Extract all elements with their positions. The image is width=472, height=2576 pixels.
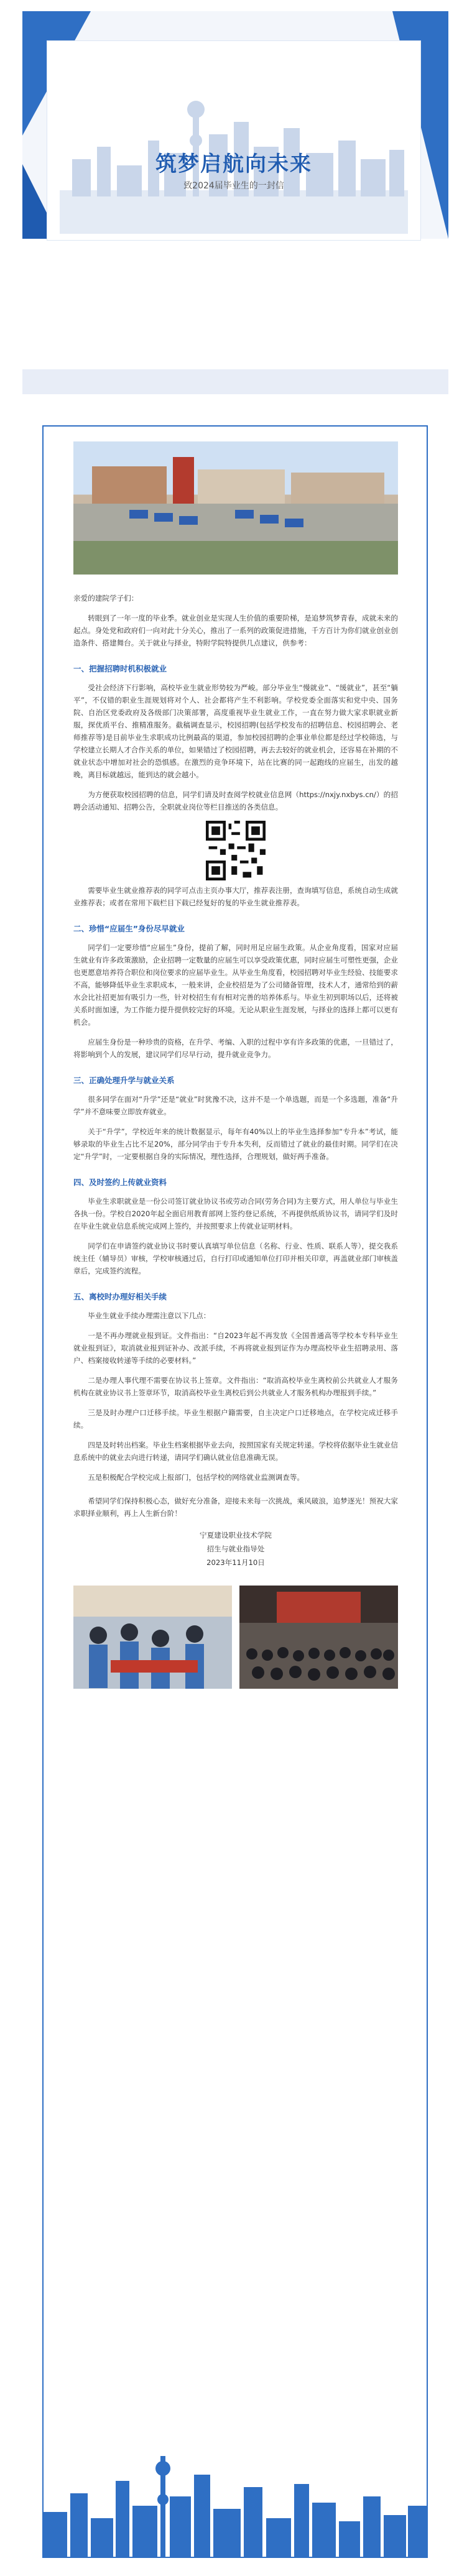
signature-school: 宁夏建设职业技术学院 — [200, 1531, 272, 1540]
signature-date: 2023年11月10日 — [206, 1558, 265, 1567]
paragraph: 很多同学在面对“升学”还是“就业”时犹豫不决，这并不是一个单选题，而是一个多选题，准备“升学”并不意味要立即放弃就业。 — [73, 1095, 398, 1116]
intro-paragraph: 转眼到了一年一度的毕业季。就业创业是实现人生价值的重要阶梯，是追梦筑梦青春，成就未来的起点。身处党和政府们一向对此十分关心，推出了一系列的政策促进措施，千方百计为你们就业创业创造条件、搭建舞台。关于就业与择业，特附学院特提供几点建议，供参考： — [73, 614, 398, 647]
paragraph: 一是不再办理就业报到证。文件指出：“自2023年起不再发放《全国普通高等学校本专科毕业生就业报到证》，取消就业报到证补办、改派手续，不再将就业报到证作为办理高校毕业生招聘录用、落户、档案接收转递等手续的必要材料。” — [73, 1331, 398, 1365]
page-title: 筑梦启航向未来 — [155, 152, 312, 177]
banner-card — [47, 41, 420, 240]
letter-body — [73, 441, 398, 1689]
page-subtitle: 致2024届毕业生的一封信 — [183, 181, 284, 191]
paragraph: 二是办理人事代理不需要在协议书上签章。文件指出：“取消高校毕业生离校前公共就业人才服务机构在就业协议书上签章环节，取消高校毕业生离校后到公共就业人才服务机构办理报到手续。” — [73, 1376, 398, 1397]
paragraph: 关于“升学”，学校近年来的统计数据显示，每年有40%以上的毕业生选择参加“专升本”考试，能够录取的毕业生占比不足20%，部分同学由于专升本失利，反而错过了就业的最佳时期。同学们在决定“升学”时，一定要根据自身的实际情况，理性选择，合理规划，做好两手准备。 — [73, 1127, 398, 1161]
greeting: 亲爱的建院学子们： — [73, 594, 139, 602]
section-heading: 一、把握招聘时机积极就业 — [73, 664, 167, 673]
qr-code-icon[interactable] — [206, 821, 266, 880]
section-heading: 二、珍惜“应届生”身份尽早就业 — [73, 924, 185, 933]
paragraph: 同学们在申请签约就业协议书时要认真填写单位信息（名称、行业、性质、联系人等），提交我系统主任（辅导员）审核，学校审核通过后，自行打印或通知单位打印并相关印章，再盖就业部门审核盖章后，完成签约流程。 — [73, 1242, 398, 1275]
signature-block — [73, 1528, 398, 1569]
paragraph: 同学们一定要珍惜“应届生”身份，提前了解，同时用足应届生政策。从企业角度看，国家对应届生就业有许多政策激励，企业招聘一定数量的应届生可以享受政策优惠，同时应届生可塑性更强，企业也更愿意培养符合职位和岗位要求的应届毕业生。从毕业生角度看，校园招聘对毕业生经验、技能要求不高，能够降低毕业生求职成本，一般来讲，企业校招是为了公司储备管理，技术人才，通常给到的薪水会比社招更加有吸引力一些，针对校招生有有相对完善的培养体系与。毕业生初到职场以后，还将被关系时面加速，为工作能力提升提供较完好的环境。无论从职业生涯发展，与择业的选择上都可以更有机会。 — [73, 943, 398, 1027]
signature-dept: 招生与就业指导处 — [206, 1544, 265, 1553]
paragraph: 五是积极配合学校完成上报部门，包括学校的网络就业监测调查等。 — [88, 1473, 305, 1482]
section-heading: 五、离校时办理好相关手续 — [73, 1292, 167, 1301]
paragraph: 三是及时办理户口迁移手续。毕业生根据户籍需要，自主决定户口迁移地点，在学校完成迁移手续。 — [73, 1408, 398, 1429]
paragraph: 需要毕业生就业推荐表的同学可点击主页办事大厅，推荐表注册，查询填写信息，系统自动生成就业推荐表；或者在常用下载栏目下载已经复好的复的毕业生就业推荐表。 — [73, 886, 398, 907]
section-heading: 三、正确处理升学与就业关系 — [73, 1076, 175, 1085]
section-heading: 四、及时签约上传就业资料 — [73, 1178, 167, 1187]
city-skyline-icon — [42, 2437, 428, 2558]
closing-paragraph: 希望同学们保持积极心态，做好充分准备，迎接未来每一次挑战，乘风破浪，追梦逐光！预祝大家求职择业顺利，再上人生新台阶！ — [73, 1497, 398, 1518]
paragraph: 毕业生求职就业是一份公司签订就业协议书或劳动合同(劳务合同)为主要方式，用人单位与毕业生各执一份。学校自2020年起全面启用教育部网上签约登记系统，不再提供纸质协议书，请同学们及时在毕业生就业信息系统完成网上签约，并按照要求上传就业证明材料。 — [73, 1197, 398, 1230]
header-banner — [22, 11, 448, 239]
paragraph: 四是及时转出档案。毕业生档案根据毕业去向，按照国家有关规定转递。学校将依据毕业生就业信息系统中的就业去向进行转递，请同学们确认就业信息准确无误。 — [73, 1441, 398, 1462]
photo-row — [73, 1586, 398, 1689]
paragraph: 毕业生就业手续办理需注意以下几点： — [88, 1311, 211, 1320]
paragraph: 为方便获取校园招聘的信息，同学们请及时查阅学校就业信息网（https://nxjy.nxbys.cn/）的招聘会活动通知、招聘公告，全职就业岗位等栏目推送的各类信息。 — [73, 790, 398, 811]
auditorium-photo — [239, 1586, 398, 1689]
campus-job-fair-photo — [73, 441, 398, 575]
divider — [22, 369, 448, 394]
paragraph: 应届生身份是一种珍贵的资格，在升学、考编、入职的过程中享有许多政策的优惠，一旦错过了，将影响到个人的发展，建议同学们尽早行动，提升就业竞争力。 — [73, 1038, 398, 1059]
paragraph: 受社会经济下行影响，高校毕业生就业形势较为严峻。部分毕业生“慢就业”、“缓就业”，甚至“躺平”，不仅错的职业生涯规划将对个人、社会都将产生不利影响。学校党委全面落实和党中央、国务院、自治区党委政府及各级部门决策部署，高度重视毕业生就业工作，一直在努力做大家求职就业新服，探优质平台、推精准服务。截稿调查显示，校园招聘(包括学校发布的招聘信息、校园招聘会、老师推荐等)是目前毕业生求职成功比例最高的渠道，参加校园招聘的企事业单位都是经过学校筛选，与学校建立长期人才合作关系的单位，如果错过了校园招聘，再去去较好的就业机会，还容易在补期的不就业状态中增加对社会的恐惧感。在激烈的竞争环境下，站在比赛的同一起跑线的应届生，出发的越晚，离目标就越远，能到达的就会越小。 — [73, 683, 398, 779]
consultation-photo — [73, 1586, 232, 1689]
